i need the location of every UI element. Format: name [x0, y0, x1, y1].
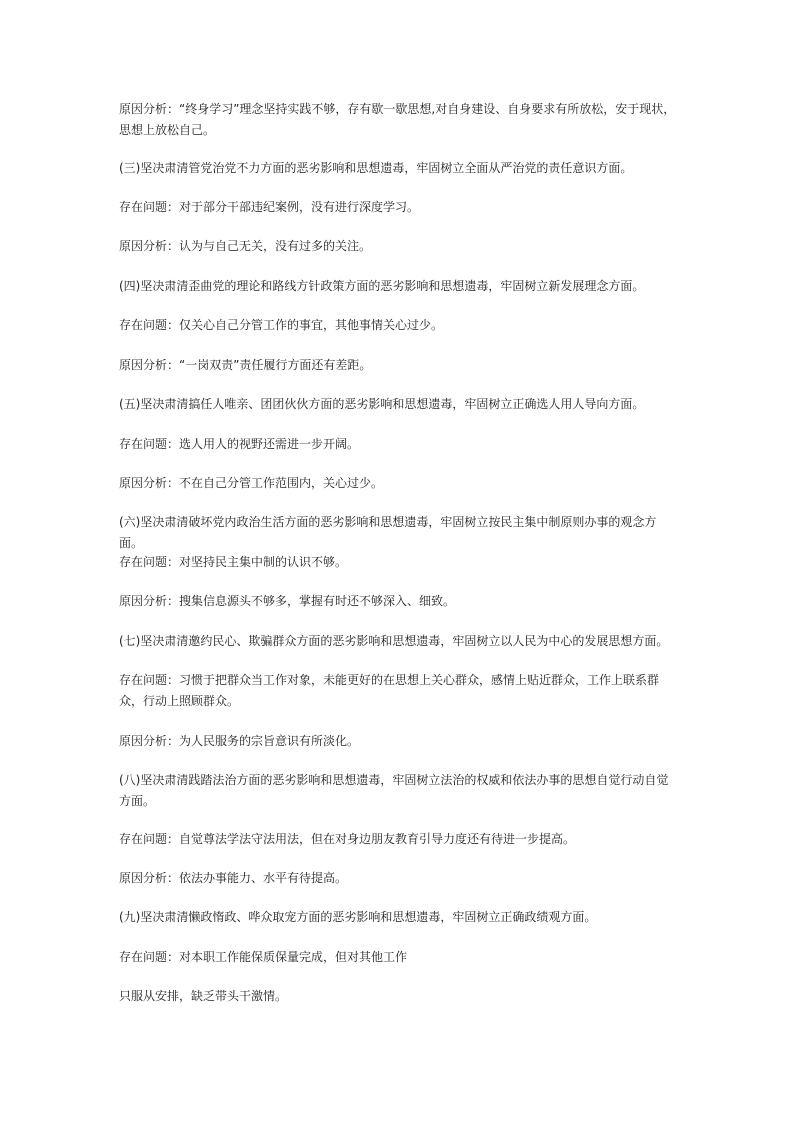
paragraph-cause-3: 原因分析：认为与自己无关，没有过多的关注。: [119, 239, 372, 253]
paragraph-problem-6: 存在问题：对坚持民主集中制的认识不够。: [119, 555, 348, 569]
section-heading-6: (六)坚决肃清破坏党内政治生活方面的恶劣影响和思想遗毒，牢固树立按民主集中制原则办事的观念方面。: [119, 515, 657, 550]
paragraph-problem-3: 存在问题：对于部分干部违纪案例，没有进行深度学习。: [119, 200, 420, 214]
paragraph-cause-6: 原因分析：搜集信息源头不够多，掌握有时还不够深入、细致。: [119, 594, 456, 608]
section-heading-9: (九)坚决肃清懒政惰政、哗众取宠方面的恶劣影响和思想遗毒，牢固树立正确政绩观方面。: [119, 910, 597, 924]
paragraph-cause-5: 原因分析：不在自己分管工作范围内，关心过少。: [119, 476, 384, 490]
paragraph-cause-7: 原因分析：为人民服务的宗旨意识有所淡化。: [119, 734, 360, 748]
paragraph-problem-8: 存在问题：自觉尊法学法守法用法，但在对身边朋友教育引导力度还有待进一步提高。: [119, 832, 576, 846]
paragraph-problem-4: 存在问题：仅关心自己分管工作的事宜，其他事情关心过少。: [119, 318, 444, 332]
paragraph-problem-7: 存在问题：习惯于把群众当工作对象，未能更好的在思想上关心群众，感情上贴近群众，工作上联系群众，行动上照顾群众。: [119, 673, 660, 708]
paragraph-cause-4: 原因分析：“一岗双责”责任履行方面还有差距。: [119, 358, 372, 372]
paragraph-problem-9: 存在问题：对本职工作能保质保量完成，但对其他工作: [119, 950, 408, 964]
section-heading-7: (七)坚决肃清邀约民心、欺骗群众方面的恶劣影响和思想遗毒，牢固树立以人民为中心的发展思想方面。: [119, 634, 669, 648]
section-heading-4: (四)坚决肃清歪曲党的理论和路线方针政策方面的恶劣影响和思想遗毒，牢固树立新发展理念方面。: [119, 279, 645, 293]
paragraph-problem-9-continued: 只服从安排，缺乏带头干激情。: [119, 989, 288, 1003]
section-heading-8: (八)坚决肃清践踏法治方面的恶劣影响和思想遗毒，牢固树立法治的权威和依法办事的思想自觉行动自觉方面。: [119, 773, 669, 808]
section-heading-3: (三)坚决肃清管党治党不力方面的恶劣影响和思想遗毒，牢固树立全面从严治党的责任意识方面。: [119, 161, 633, 175]
section-heading-5: (五)坚决肃清搞任人唯亲、团团伙伙方面的恶劣影响和思想遗毒，牢固树立正确选人用人导向方面。: [119, 397, 645, 411]
paragraph-problem-5: 存在问题：选人用人的视野还需进一步开阔。: [119, 437, 360, 451]
paragraph-cause-8: 原因分析：依法办事能力、水平有待提高。: [119, 871, 348, 885]
paragraph-cause-lifelong-learning: 原因分析：“终身学习”理念坚持实践不够，存有歇一歇思想,对自身建设、自身要求有所放松，安于现状，思想上放松自己。: [119, 102, 676, 137]
